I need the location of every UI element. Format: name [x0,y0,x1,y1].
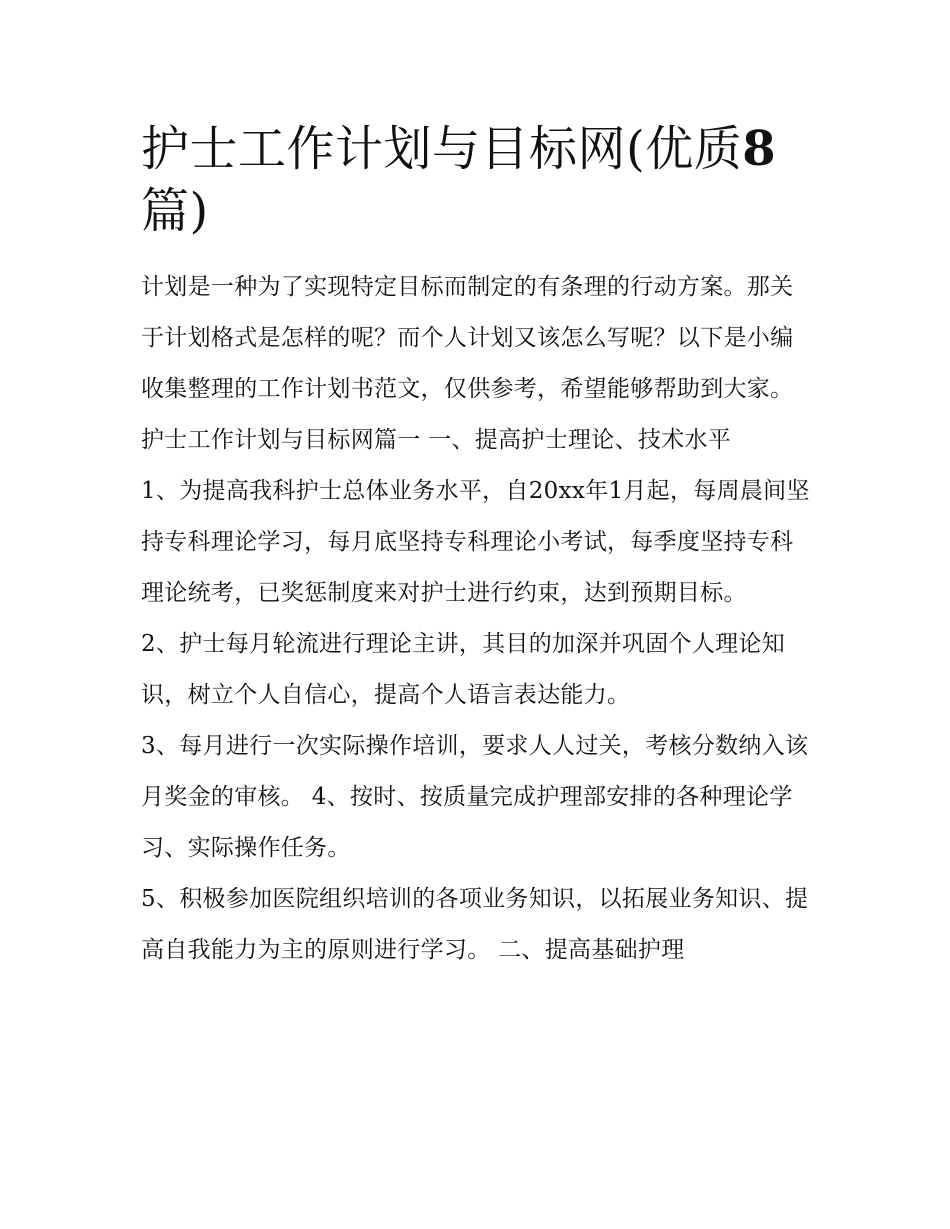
title-ending: 篇) [141,183,209,239]
paragraph-item-2: 2、护士每月轮流进行理论主讲，其目的加深并巩固个人理论知识，树立个人自信心，提高个人语言表达能力。 [141,631,786,708]
paragraph-intro: 计划是一种为了实现特定目标而制定的有条理的行动方案。那关于计划格式是怎样的呢？而个人计划又该怎么写呢？以下是小编收集整理的工作计划书范文，仅供参考，希望能够帮助到大家。 [141,274,794,402]
paragraph-item-5: 5、积极参加医院组织培训的各项业务知识，以拓展业务知识、提高自我能力为主的原则进行学习。 二、提高基础护理 [141,886,809,963]
paragraph-item-3-4: 3、每月进行一次实际操作培训，要求人人过关，考核分数纳入该月奖金的审核。 4、按时、按质量完成护理部安排的各种理论学习、实际操作任务。 [141,733,809,861]
title-text: 护士工作计划与目标网(优质 [141,121,743,177]
document-body [141,118,816,976]
paragraph-section-heading: 护士工作计划与目标网篇一 一、提高护士理论、技术水平 [141,427,732,453]
document-title [141,118,816,242]
title-number: 8 [742,121,777,177]
paragraph-item-1: 1、为提高我科护士总体业务水平，自20xx年1月起，每周晨间坚持专科理论学习，每月底坚持专科理论小考试，每季度坚持专科理论统考，已奖惩制度来对护士进行约束，达到预期目标。 [141,478,810,606]
